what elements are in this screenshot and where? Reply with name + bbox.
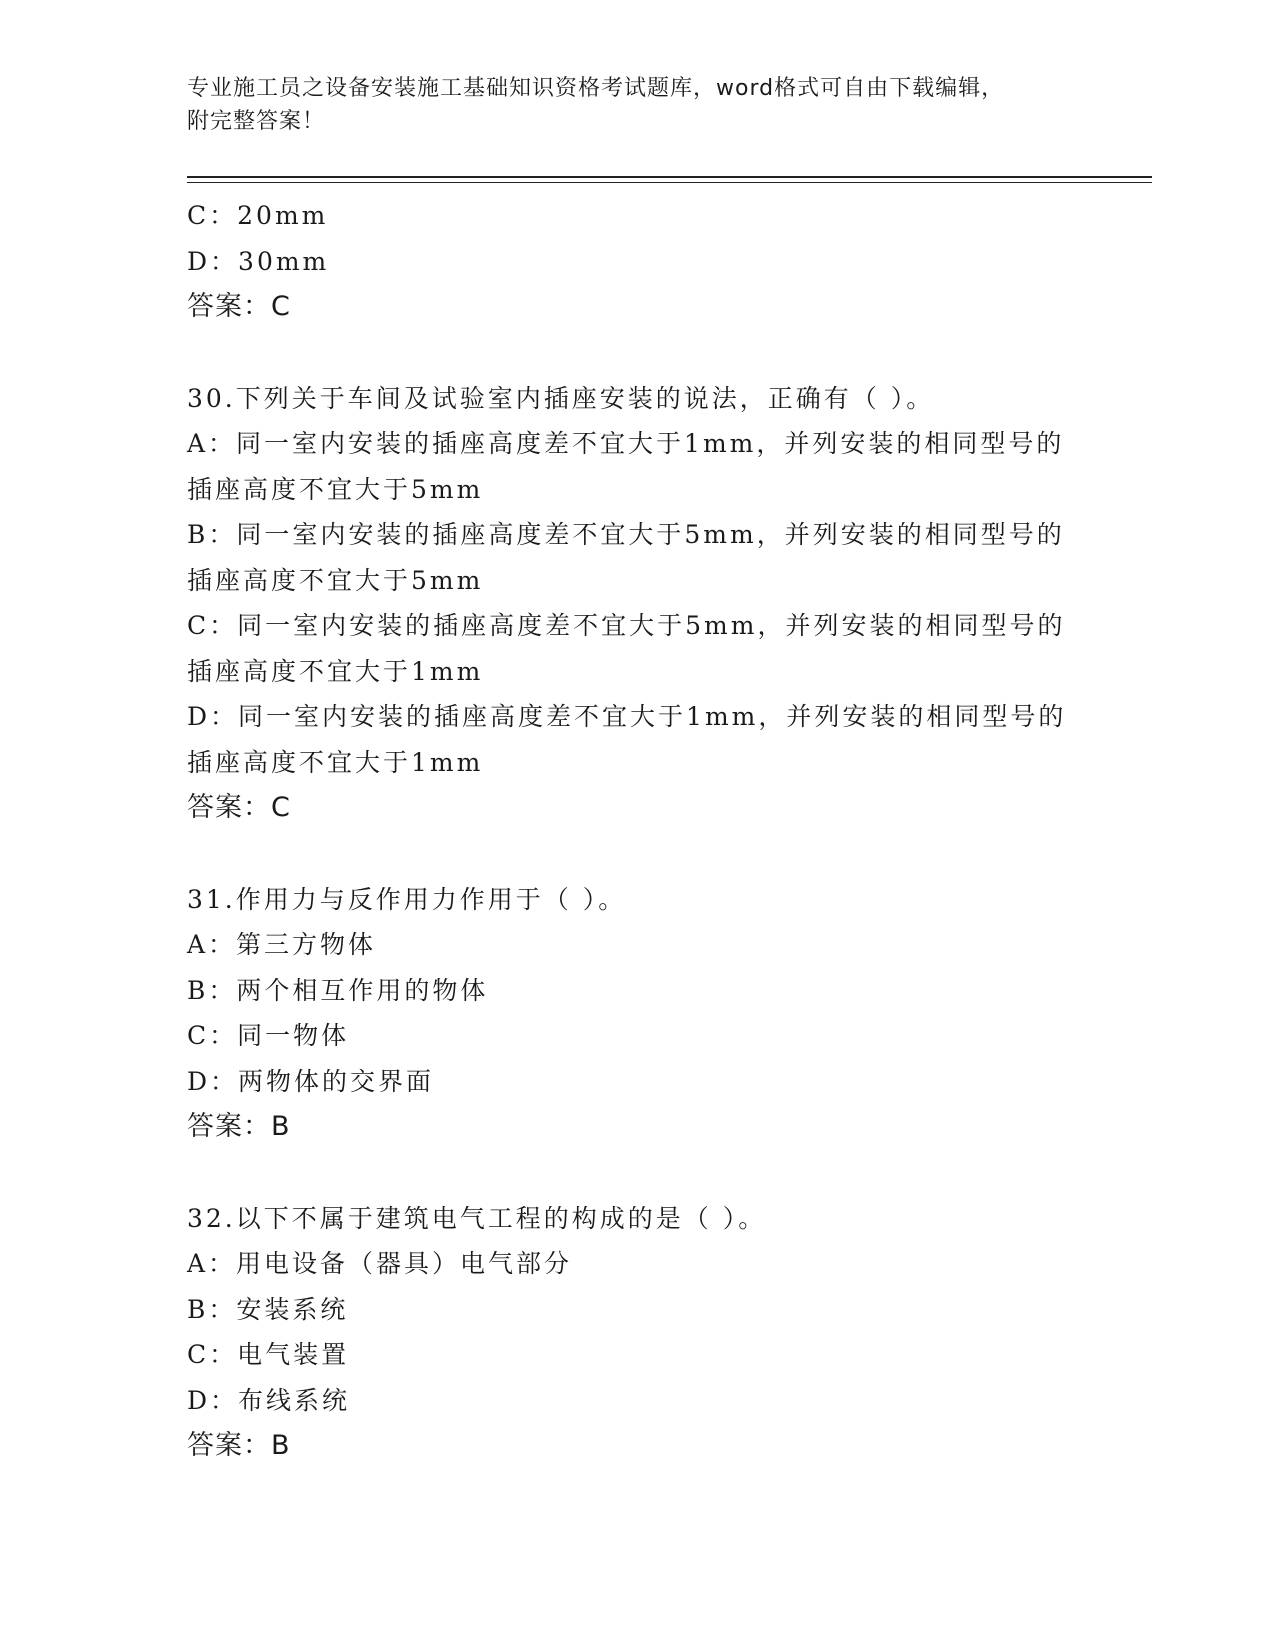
option-line: C：同一室内安装的插座高度差不宜大于5mm，并列安装的相同型号的 (187, 611, 1066, 640)
option-line: D：30mm (187, 246, 330, 276)
option-line: C：同一物体 (187, 1021, 350, 1050)
question-stem: 30.下列关于车间及试验室内插座安装的说法，正确有（ ）。 (187, 383, 935, 413)
answer-line: 答案：C (187, 792, 291, 823)
option-line: C：20mm (187, 201, 329, 230)
spacer (187, 831, 1087, 877)
option-line: B：安装系统 (187, 1294, 349, 1324)
option-line: A：同一室内安装的插座高度差不宜大于1mm，并列安装的相同型号的 (187, 429, 1065, 458)
option-line: D：同一室内安装的插座高度差不宜大于1mm，并列安装的相同型号的 (187, 702, 1067, 731)
option-line: D：布线系统 (187, 1385, 351, 1415)
option-line: 插座高度不宜大于1mm (187, 656, 484, 686)
option-line: A：第三方物体 (187, 930, 377, 959)
answer-line: 答案：B (187, 1111, 291, 1142)
question-stem: 32.以下不属于建筑电气工程的构成的是（ ）。 (187, 1203, 767, 1233)
question-stem: 31.作用力与反作用力作用于（ ）。 (187, 884, 627, 914)
question-30 (187, 376, 1087, 831)
option-line: 插座高度不宜大于5mm (187, 474, 484, 504)
question-content (187, 193, 1087, 1469)
spacer (187, 1150, 1087, 1196)
option-line: D：两物体的交界面 (187, 1066, 435, 1096)
header-divider-thin (187, 182, 1152, 183)
answer-line: 答案：C (187, 291, 291, 322)
spacer (187, 330, 1087, 376)
option-line: 插座高度不宜大于5mm (187, 565, 484, 595)
header-title-line-2: 附完整答案！ (187, 109, 326, 134)
option-line: B：同一室内安装的插座高度差不宜大于5mm，并列安装的相同型号的 (187, 520, 1065, 549)
question-31 (187, 877, 1087, 1150)
option-line: B：两个相互作用的物体 (187, 975, 489, 1005)
continued-question (187, 193, 1087, 330)
question-32 (187, 1196, 1087, 1469)
option-line: 插座高度不宜大于1mm (187, 747, 484, 777)
option-line: A：用电设备（器具）电气部分 (187, 1249, 573, 1278)
header-title-line-1: 专业施工员之设备安装施工基础知识资格考试题库，word格式可自由下载编辑， (187, 76, 1005, 101)
header-divider-thick (187, 176, 1152, 178)
answer-line: 答案：B (187, 1430, 291, 1461)
document-header (187, 72, 1087, 138)
option-line: C：电气装置 (187, 1340, 350, 1369)
